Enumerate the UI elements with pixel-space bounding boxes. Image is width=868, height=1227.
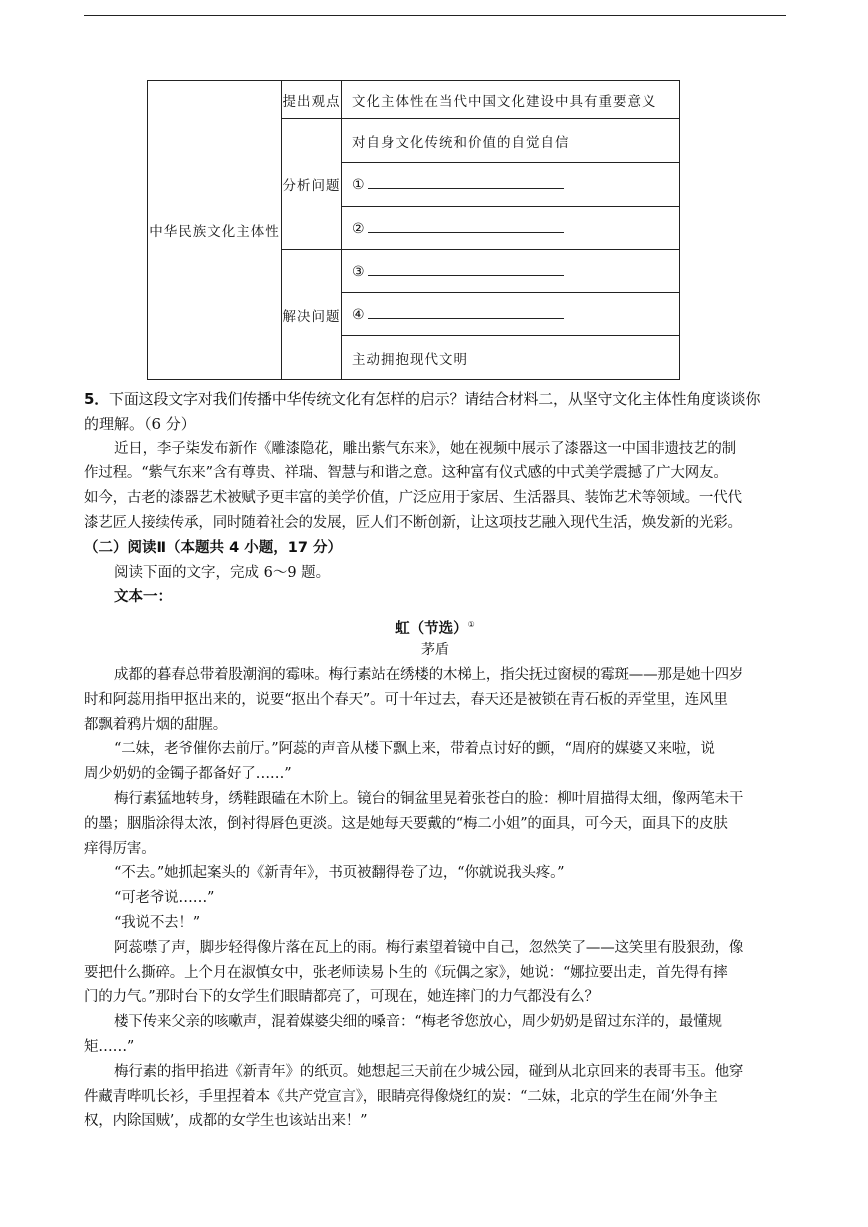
item-marker: ①	[352, 177, 366, 193]
story-line: 的墨；胭脂涂得太浓，倒衬得唇色更淡。这是她每天要戴的“梅二小姐”的面具，可今天，面具下的皮肤	[84, 815, 728, 832]
story-line: 权，内除国贼’，成都的女学生也该站出来！”	[84, 1113, 368, 1130]
table-main-label: 中华民族文化主体性	[148, 81, 282, 380]
story-line: “二妹，老爷催你去前厅。”阿蕊的声音从楼下飘上来，带着点讨好的颤，“周府的媒婆又来啦，说	[114, 741, 715, 758]
passage-line: 作过程。“紫气东来”含有尊贵、祥瑞、智慧与和谐之意。这种富有仪式感的中式美学震撼了广大网友。	[84, 465, 728, 482]
item-marker: ③	[352, 263, 366, 280]
section-heading: （二）阅读Ⅱ（本题共 4 小题，17 分）	[84, 539, 342, 556]
footnote-mark: ①	[467, 620, 475, 629]
story-line: “我说不去！”	[114, 914, 200, 931]
story-body	[84, 663, 786, 1134]
story-line: 成都的暮春总带着股潮润的霉味。梅行素站在绣楼的木梯上，指尖抚过窗棂的霉斑——那是她十四岁	[114, 667, 744, 683]
story-line: 梅行素的指甲掐进《新青年》的纸页。她想起三天前在少城公园，碰到从北京回来的表哥韦玉。他穿	[114, 1063, 744, 1080]
passage-line: 如今，古老的漆器艺术被赋予更丰富的美学价值，广泛应用于家居、生活器具、装饰艺术等领域。一代代	[84, 490, 742, 507]
story-title: 虹（节选）①	[395, 620, 475, 637]
table-row-label: 解决问题	[282, 250, 342, 380]
story-line: 矩……”	[84, 1038, 135, 1055]
table-row-label: 提出观点	[282, 81, 342, 119]
answer-blank	[368, 263, 564, 276]
passage-line: 漆艺匠人接续传承，同时随着社会的发展，匠人们不断创新，让这项技艺融入现代生活，焕发新的光彩。	[84, 514, 742, 531]
text-label: 文本一：	[114, 589, 172, 606]
table-row-label: 分析问题	[282, 119, 342, 250]
story-author: 茅盾	[421, 641, 449, 658]
story-line: “不去。”她抓起案头的《新青年》，书页被翻得卷了边，“你就说我头疼。”	[114, 865, 565, 882]
table-cell-blank	[342, 250, 680, 293]
story-header	[84, 613, 786, 663]
header-rule	[84, 15, 786, 16]
answer-blank	[368, 176, 564, 189]
table-cell-blank	[342, 207, 680, 250]
story-line: 件藏青哔叽长衫，手里捏着本《共产党宣言》，眼睛亮得像烧红的炭：“二妹，北京的学生在闹‘外争主	[84, 1088, 718, 1105]
table-cell: 主动拥抱现代文明	[342, 336, 680, 380]
story-line: 门的力气。”那时台下的女学生们眼睛都亮了，可现在，她连摔门的力气都没有么？	[84, 989, 599, 1006]
table-cell-blank	[342, 293, 680, 336]
question-prompt: 5．下面这段文字对我们传播中华传统文化有怎样的启示？请结合材料二，从坚守文化主体性角度谈谈你	[84, 390, 761, 408]
question-number: 5．	[84, 390, 110, 408]
table-cell: 文化主体性在当代中国文化建设中具有重要意义	[342, 81, 680, 119]
item-marker: ④	[352, 306, 366, 323]
story-line: 楼下传来父亲的咳嗽声，混着媒婆尖细的嗓音：“梅老爷您放心，周少奶奶是留过东洋的，最懂规	[114, 1014, 722, 1031]
passage-line: 近日，李子柒发布新作《雕漆隐花，雕出紫气东来》，她在视频中展示了漆器这一中国非遗技艺的制	[114, 440, 736, 457]
answer-blank	[368, 220, 564, 233]
answer-blank	[368, 306, 564, 319]
question-prompt: 的理解。（6 分）	[84, 414, 196, 433]
concept-table	[147, 80, 680, 380]
story-line: 时和阿蕊用指甲抠出来的，说要“抠出个春天”。可十年过去，春天还是被锁在青石板的弄堂里，连风里	[84, 691, 728, 708]
story-line: 痒得厉害。	[84, 840, 156, 857]
section-instruction: 阅读下面的文字，完成 6～9 题。	[114, 564, 331, 581]
story-line: 阿蕊噤了声，脚步轻得像片落在瓦上的雨。梅行素望着镜中自己，忽然笑了——这笑里有股狠劲，像	[114, 939, 744, 956]
story-line: 要把什么撕碎。上个月在淑慎女中，张老师读易卜生的《玩偶之家》，她说：“娜拉要出走，首先得有摔	[84, 964, 728, 981]
table-cell: 对自身文化传统和价值的自觉自信	[342, 119, 680, 163]
item-marker: ②	[352, 220, 366, 237]
question-5	[84, 387, 786, 610]
story-line: 周少奶奶的金镯子都备好了……”	[84, 766, 292, 783]
story-line: 梅行素猛地转身，绣鞋跟磕在木阶上。镜台的铜盆里晃着张苍白的脸：柳叶眉描得太细，像两笔未干	[114, 790, 744, 807]
story-line: 都飘着鸦片烟的甜腥。	[84, 716, 227, 733]
table-cell-blank	[342, 163, 680, 207]
story-line: “可老爷说……”	[114, 890, 215, 907]
